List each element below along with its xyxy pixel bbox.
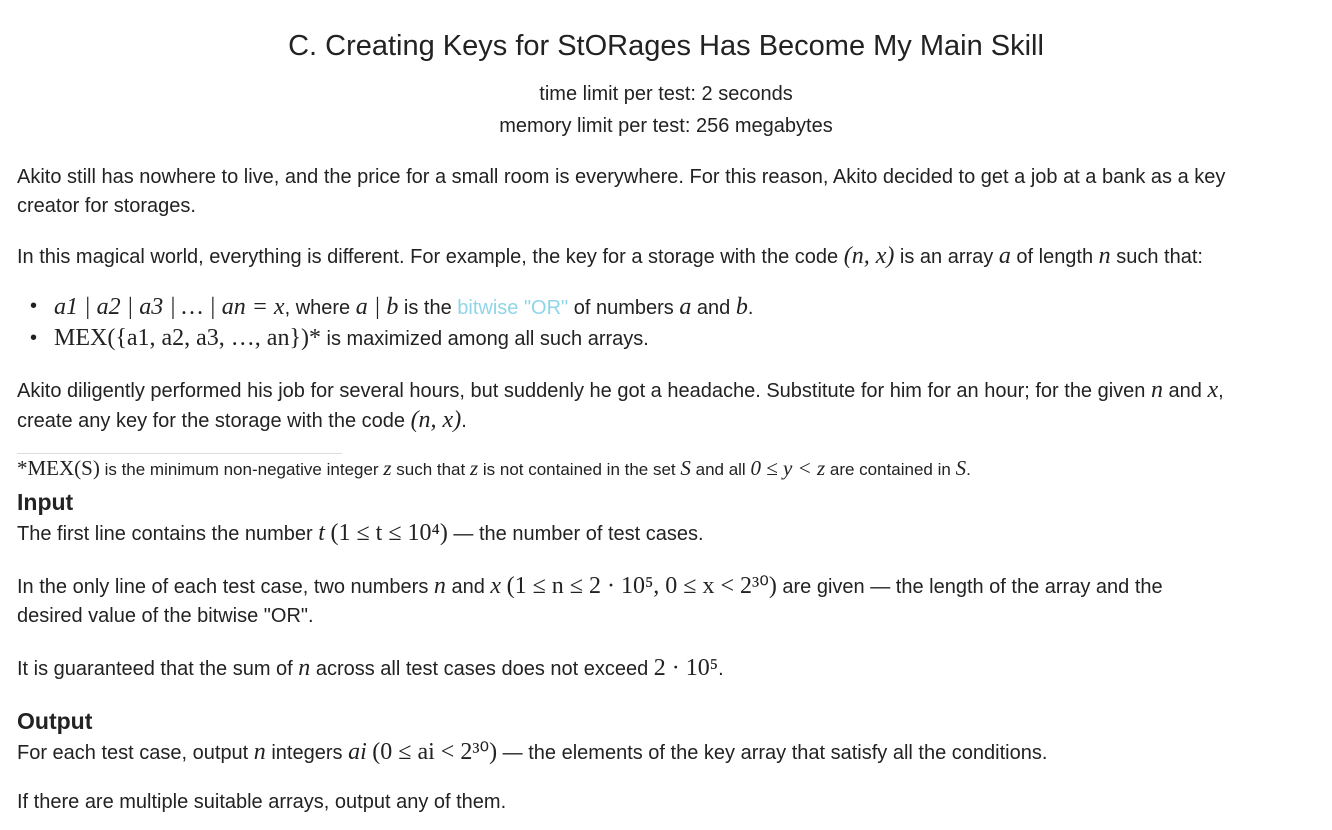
code-formula: (n, x) bbox=[843, 243, 895, 269]
footnote-t5: are contained in bbox=[825, 460, 956, 479]
input-line2 bbox=[17, 572, 1163, 602]
time-limit: time limit per test: 2 seconds bbox=[539, 83, 793, 105]
p3-prefix: Akito diligently performed his job for several hours, but suddenly he got a headache. Substitute for him for an hour; for the given bbox=[17, 380, 1151, 402]
problem-title: C. Creating Keys for StORages Has Become My Main Skill bbox=[288, 30, 1044, 62]
var-n: n bbox=[1150, 377, 1163, 403]
var-n: n bbox=[433, 573, 446, 599]
var-a: a bbox=[679, 294, 692, 320]
statement-p1-line1: Akito still has nowhere to live, and the price for a small room is everywhere. For this reason, Akito decided to get a job at a bank as a key bbox=[17, 166, 1226, 188]
var-x: x bbox=[490, 573, 502, 599]
var-s: S bbox=[680, 456, 691, 480]
footnote: *MEX(S) is the minimum non-negative integer z such that z is not contained in the set S and all 0 ≤ y < z are contained in S. bbox=[17, 456, 971, 480]
var-ai: ai bbox=[348, 739, 367, 765]
statement-p2-mid1: is an array bbox=[894, 246, 999, 268]
b2-text: is maximized among all such arrays. bbox=[320, 328, 649, 350]
bullet-dot: • bbox=[30, 327, 38, 349]
bitwise-or-link[interactable]: bitwise "OR" bbox=[457, 297, 569, 319]
input-l1-suffix: — the number of test cases. bbox=[447, 523, 704, 545]
bullet-2 bbox=[54, 324, 649, 354]
statement-p2 bbox=[17, 242, 1203, 272]
output-header: Output bbox=[17, 708, 93, 734]
output-l1-prefix: For each test case, output bbox=[17, 742, 254, 764]
footnote-t3: is not contained in the set bbox=[478, 460, 681, 479]
p3-line2-prefix: create any key for the storage with the code bbox=[17, 410, 411, 432]
nx-constraint: (1 ≤ n ≤ 2 · 10⁵, 0 ≤ x < 2³⁰) bbox=[506, 573, 777, 599]
ai-constraint: (0 ≤ ai < 2³⁰) bbox=[372, 739, 498, 765]
input-l2-and: and bbox=[445, 576, 491, 598]
var-n: n bbox=[298, 655, 311, 681]
statement-p1-line2: creator for storages. bbox=[17, 195, 196, 217]
input-line1 bbox=[17, 519, 704, 549]
statement-p2-suffix: such that: bbox=[1110, 246, 1203, 268]
output-l1-suffix: — the elements of the key array that satisfy all the conditions. bbox=[497, 742, 1048, 764]
var-n: n bbox=[253, 739, 266, 765]
input-header: Input bbox=[17, 489, 74, 515]
mex-formula: MEX({a1, a2, a3, …, an})* bbox=[54, 325, 321, 351]
output-line2: If there are multiple suitable arrays, output any of them. bbox=[17, 791, 507, 813]
var-t: t bbox=[318, 520, 325, 546]
statement-p3-line2: create any key for the storage with the code (n, x). bbox=[17, 407, 467, 433]
a-or-b: a | b bbox=[355, 294, 399, 320]
var-s: S bbox=[955, 456, 967, 480]
output-line1 bbox=[17, 738, 1047, 768]
footnote-divider bbox=[17, 453, 342, 454]
code-formula: (n, x) bbox=[410, 407, 462, 433]
input-l2-prefix: In the only line of each test case, two numbers bbox=[17, 576, 434, 598]
b1-and: and bbox=[691, 297, 736, 319]
p3-and: and bbox=[1162, 380, 1208, 402]
b1-where: , where bbox=[284, 297, 356, 319]
input-line2b: desired value of the bitwise "OR". bbox=[17, 605, 314, 627]
memory-limit: memory limit per test: 256 megabytes bbox=[499, 115, 833, 137]
statement-p2-prefix: In this magical world, everything is different. For example, the key for a storage with the code bbox=[17, 246, 844, 268]
footnote-t2: such that bbox=[391, 460, 470, 479]
bullet-1: a1 | a2 | a3 | … | an = x, where a | b is the bitwise "OR" of numbers a and b. bbox=[54, 294, 754, 320]
sum-bound: 2 · 10⁵ bbox=[653, 655, 719, 681]
input-line3: It is guaranteed that the sum of n across all test cases does not exceed 2 · 10⁵. bbox=[17, 655, 724, 681]
b1-is-the: is the bbox=[398, 297, 458, 319]
statement-p2-mid2: of length bbox=[1010, 246, 1099, 268]
or-formula: a1 | a2 | a3 | … | an = x bbox=[54, 294, 285, 320]
bullet-dot: • bbox=[30, 295, 38, 317]
t-constraint: (1 ≤ t ≤ 10⁴) bbox=[330, 520, 448, 546]
statement-p3-line1: Akito diligently performed his job for several hours, but suddenly he got a headache. Substitute for him for an hour; for the given n and x, bbox=[17, 377, 1224, 403]
input-l3-mid: across all test cases does not exceed bbox=[310, 658, 654, 680]
input-l3-prefix: It is guaranteed that the sum of bbox=[17, 658, 299, 680]
var-z: z bbox=[383, 456, 392, 480]
output-l1-mid: integers bbox=[265, 742, 349, 764]
input-l1-prefix: The first line contains the number bbox=[17, 523, 319, 545]
var-b: b bbox=[735, 294, 748, 320]
footnote-mex: *MEX(S) bbox=[17, 456, 100, 480]
input-l2-suffix: are given — the length of the array and the bbox=[776, 576, 1163, 598]
b1-of-numbers: of numbers bbox=[568, 297, 680, 319]
var-a: a bbox=[998, 243, 1011, 269]
footnote-t4: and all bbox=[690, 460, 751, 479]
var-z: z bbox=[469, 456, 479, 480]
footnote-range: 0 ≤ y < z bbox=[750, 456, 826, 480]
footnote-t1: is the minimum non-negative integer bbox=[99, 460, 384, 479]
var-x: x bbox=[1207, 377, 1219, 403]
var-n: n bbox=[1098, 243, 1111, 269]
